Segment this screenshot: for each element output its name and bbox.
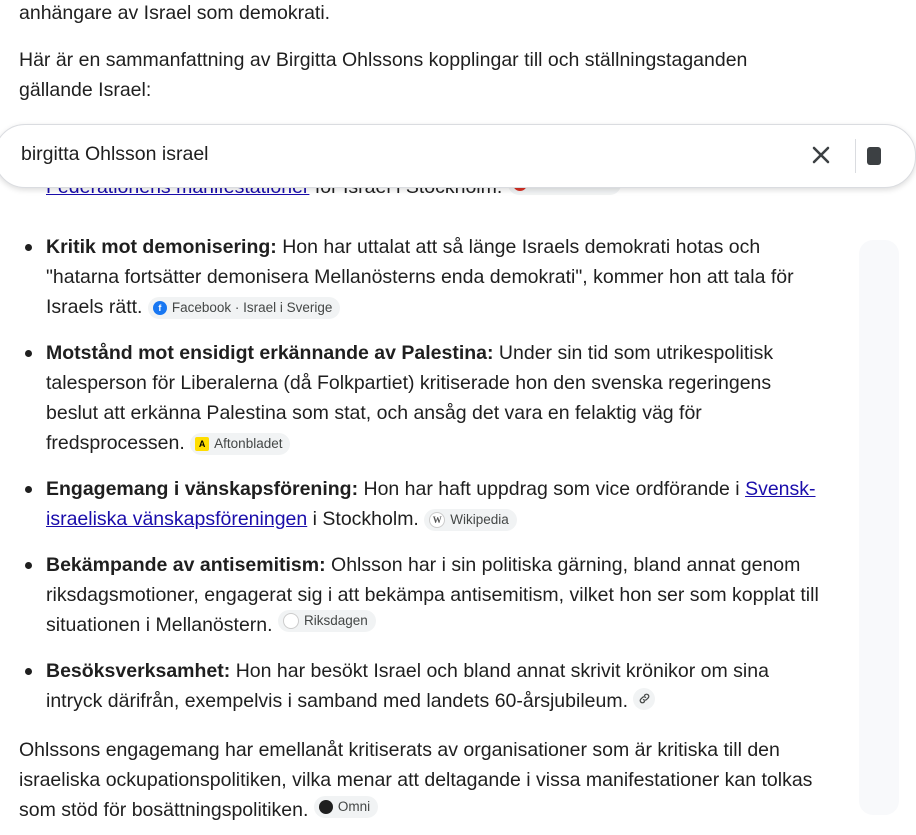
chip-label: Riksdagen [303, 613, 368, 628]
omni-icon [319, 800, 333, 814]
closing-text: Ohlssons engagemang har emellanåt kritiserats av organisationer som är kritiska till den israeliska ockupationspolitiken, vilka menar att deltagande i vissa manifestationer kan tolkas som stöd för bosättningspolitiken. [19, 739, 813, 821]
fact-text: Hon har besökt Israel och bland annat skrivit krönikor om sina intryck därifrån, exempelvis i samband med landets 60-årsjubileum. [46, 660, 769, 712]
lens-icon[interactable] [867, 147, 881, 165]
side-panel [859, 240, 899, 815]
riksdagen-icon [283, 613, 299, 629]
source-chip-link[interactable] [633, 688, 655, 710]
wikipedia-icon: W [429, 512, 445, 528]
source-chip-riksdagen[interactable] [278, 610, 376, 632]
intro-fragment: anhängare av Israel som demokrati. [19, 2, 331, 24]
fact-title: Besöksverksamhet: [46, 660, 231, 682]
fact-text: i Stockholm. [307, 508, 419, 530]
search-divider [855, 139, 856, 173]
friendship-association-link[interactable]: Svensk-israeliska vänskapsföreningen [46, 478, 816, 530]
fact-title: Bekämpande av antisemitism: [46, 554, 326, 576]
fact-text: Under sin tid som utrikespolitisk talesperson för Liberalerna (då Folkpartiet) kritiserade hon den svenska regeringens beslut att erkänna Palestina som stat, och ansåg det vara en felaktig väg för fredsprocessen. [46, 342, 774, 454]
fact-text: Hon har uttalat att så länge Israels demokrati hotas och "hatarna fortsätter demonisera Mellanösterns enda demokrati", kommer hon att tala för Israels rätt. [46, 236, 794, 318]
facts-list [19, 232, 819, 732]
aftonbladet-icon: A [195, 437, 209, 451]
fact-title: Motstånd mot ensidigt erkännande av Palestina: [46, 342, 494, 364]
close-icon[interactable] [807, 141, 835, 169]
cut-list-item [46, 186, 806, 210]
search-input[interactable] [21, 143, 721, 166]
list-item [19, 232, 819, 322]
chip-label: Aftonbladet [214, 436, 283, 451]
fact-text: Hon har haft uppdrag som vice ordförande i [358, 478, 746, 500]
search-bar[interactable] [0, 124, 916, 188]
list-item [19, 656, 819, 716]
source-chip-wikipedia[interactable] [424, 509, 517, 531]
link-icon [638, 692, 651, 705]
fact-title: Engagemang i vänskapsförening: [46, 478, 359, 500]
fact-text: Ohlsson har i sin politiska gärning, bland annat genom riksdagsmotioner, engagerat sig i att bekämpa antisemitism, vilket hon ser som kopplat till situationen i Mellanöstern. [46, 554, 819, 636]
summary-paragraph: Här är en sammanfattning av Birgitta Ohlssons kopplingar till och ställningstaganden gällande Israel: [19, 49, 748, 101]
chip-label: Facebook · Israel i Sverige [171, 300, 333, 315]
list-item [19, 550, 819, 640]
fact-title: Kritik mot demonisering: [46, 236, 277, 258]
source-chip-aftonbladet[interactable] [190, 433, 290, 455]
chip-label: Omni [337, 799, 371, 814]
list-item [19, 474, 819, 534]
closing-paragraph [19, 735, 819, 825]
source-chip-facebook[interactable] [148, 297, 341, 319]
list-item [19, 338, 819, 458]
source-chip-omni[interactable] [314, 796, 378, 818]
chip-label: Wikipedia [450, 512, 509, 527]
facebook-icon: f [153, 301, 167, 315]
